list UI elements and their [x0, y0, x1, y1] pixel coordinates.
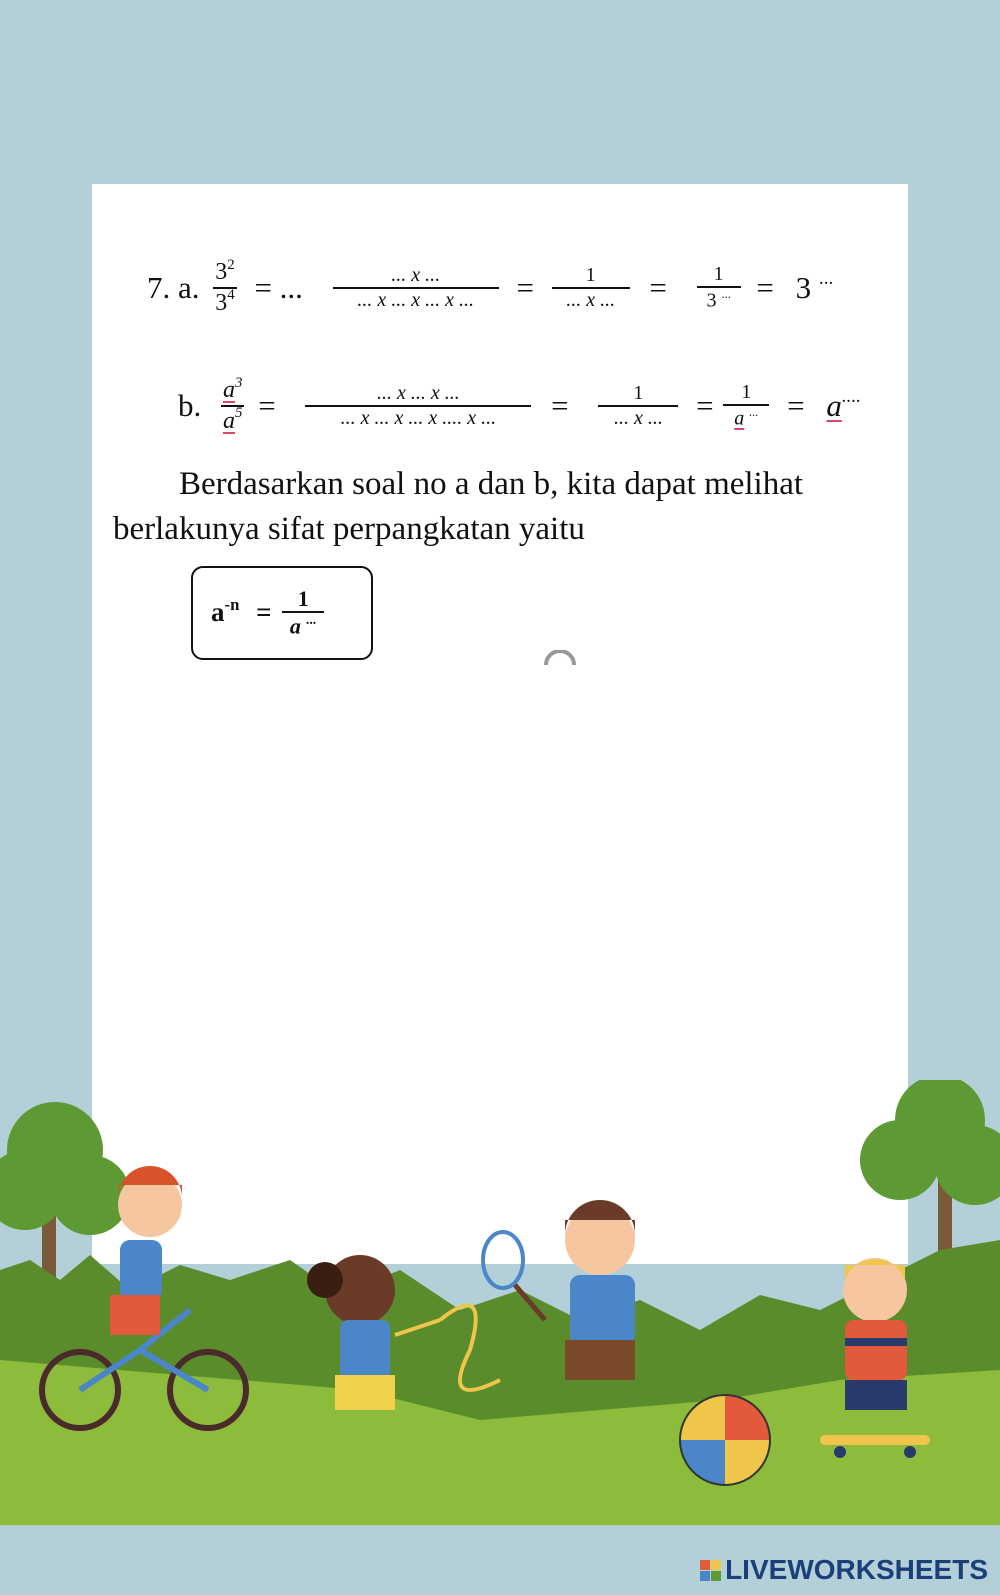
rule-fraction[interactable]: $\frac{1}{a ^{...}}$	[282, 586, 324, 639]
rule-box	[191, 566, 373, 660]
problem-b-result[interactable]: a....	[826, 386, 862, 423]
problem-a-given-fraction: $\frac{3^2}{3^4}$	[215, 256, 235, 316]
cursor-artifact-icon	[543, 650, 577, 666]
liveworksheets-logo[interactable]	[700, 1554, 988, 1586]
problem-b-step2[interactable]: $\frac{1}{... x ...}$	[598, 382, 678, 430]
problem-a-result[interactable]: 3 ...	[795, 268, 834, 305]
playground-illustration	[0, 1080, 1000, 1530]
problem-a: 7. a. $\frac{3^2}{3^4}$ = ... $\frac{... x ...}{... x ... x ... x ...}$ = $\frac{1}{... x ...}$ = $\frac{1}{3 ^{...}}$ = 3 ...	[147, 256, 834, 316]
liveworksheets-icon	[700, 1560, 721, 1581]
problem-a-eq1: = ...	[254, 269, 303, 305]
conclusion-line-2: berlakunya sifat perpangkatan yaitu	[113, 511, 585, 547]
brand-name: LIVEWORKSHEETS	[725, 1554, 988, 1585]
problem-a-step2[interactable]: $\frac{1}{... x ...}$	[552, 264, 630, 312]
problem-a-label: 7. a.	[147, 269, 200, 305]
conclusion-line-1: Berdasarkan soal no a dan b, kita dapat melihat	[179, 466, 804, 502]
rule-formula: $a^{-n}$ = $\frac{1}{a ^{...}}$	[211, 586, 324, 639]
problem-a-step3[interactable]: $\frac{1}{3 ^{...}}$	[697, 263, 741, 313]
problem-b-given-fraction: $\frac{a^3}{a^5}$	[223, 374, 243, 434]
problem-b-step1[interactable]: $\frac{... x ... x ...}{... x ... x ... x .... x ...}$	[305, 382, 531, 430]
beach-ball-icon	[680, 1395, 770, 1485]
problem-b-step3[interactable]: $\frac{1}{a ^{...}}$	[723, 381, 769, 431]
problem-a-step1[interactable]: $\frac{... x ...}{... x ... x ... x ...}$	[333, 264, 499, 312]
problem-b: b. $\frac{a^3}{a^5}$ = $\frac{... x ... x ...}{... x ... x ... x .... x ...}$ = $\frac{1}{... x ...}$ = $\frac{1}{a ^{...}}$ = a....	[178, 374, 862, 434]
problem-b-label: b.	[178, 387, 202, 423]
